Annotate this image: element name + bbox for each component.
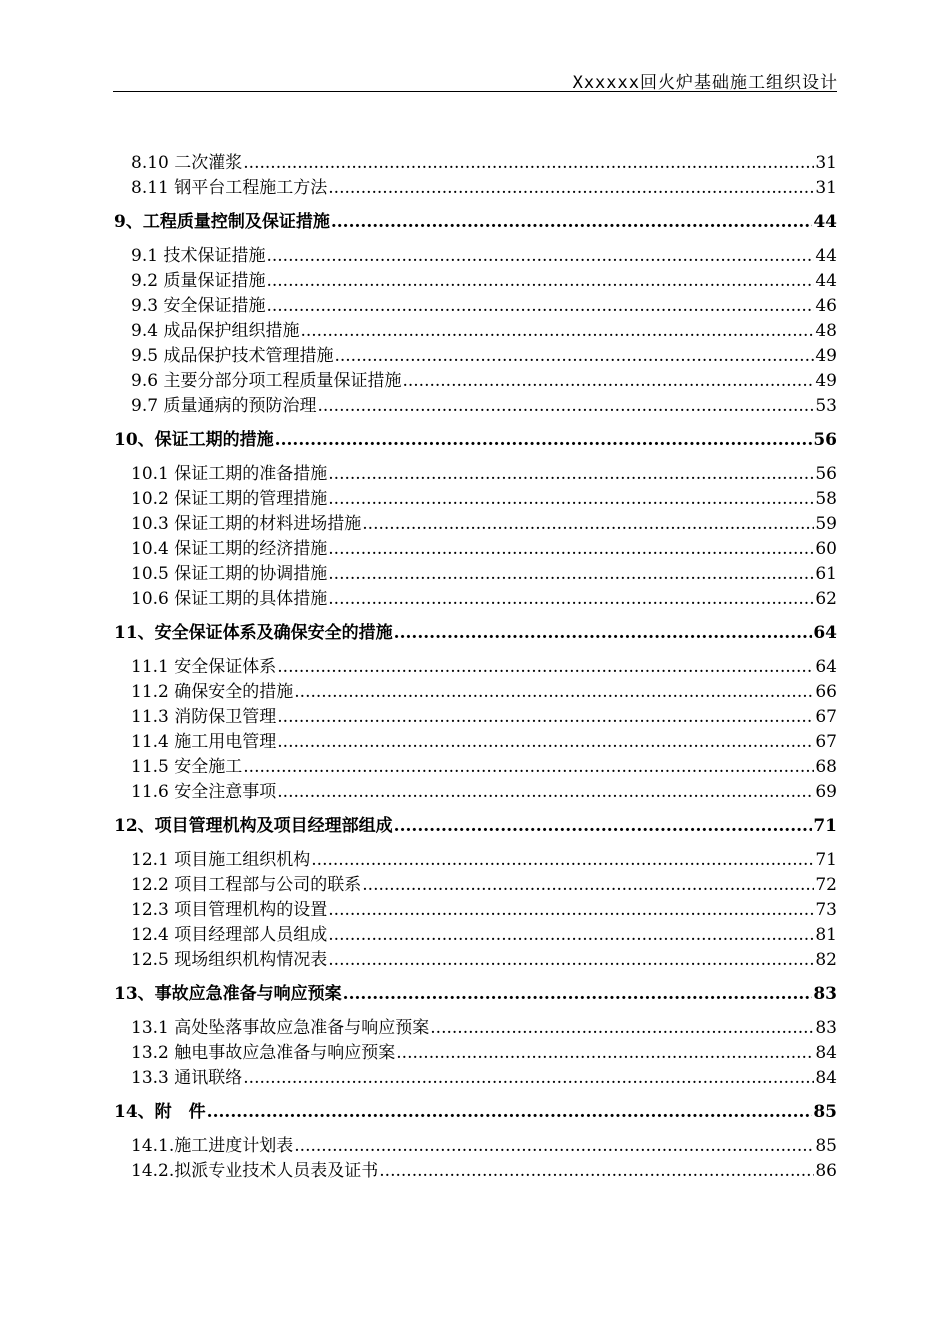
toc-dot-leader: [394, 623, 813, 643]
toc-dot-leader: [243, 757, 814, 777]
toc-section-entry[interactable]: [131, 652, 837, 677]
toc-entry-label: 10.2 保证工期的管理措施: [131, 489, 328, 509]
toc-page-number: 84: [815, 1043, 837, 1063]
toc-chapter-entry[interactable]: [114, 425, 837, 450]
toc-section-entry[interactable]: [131, 534, 837, 559]
toc-page-number: 71: [815, 850, 837, 870]
toc-entry-label: 14.2.拟派专业技术人员表及证书: [131, 1161, 379, 1181]
toc-section-entry[interactable]: [131, 1013, 837, 1038]
toc-dot-leader: [243, 1068, 814, 1088]
toc-page-number: 64: [815, 657, 837, 677]
toc-dot-leader: [328, 900, 814, 920]
toc-page-number: 53: [815, 396, 837, 416]
toc-page-number: 60: [815, 539, 837, 559]
toc-entry-label: 11、安全保证体系及确保安全的措施: [114, 623, 393, 643]
toc-section-entry[interactable]: [131, 677, 837, 702]
toc-dot-leader: [294, 682, 814, 702]
toc-page-number: 44: [815, 246, 837, 266]
toc-section-entry[interactable]: [131, 870, 837, 895]
toc-section-entry[interactable]: [131, 920, 837, 945]
toc-entry-label: 12.2 项目工程部与公司的联系: [131, 875, 362, 895]
toc-entry-label: 12.1 项目施工组织机构: [131, 850, 311, 870]
toc-section-entry[interactable]: [131, 316, 837, 341]
toc-chapter-entry[interactable]: [114, 207, 837, 232]
toc-entry-label: 9.4 成品保护组织措施: [131, 321, 300, 341]
toc-page-number: 44: [813, 212, 837, 232]
toc-section-entry[interactable]: [131, 1038, 837, 1063]
toc-section-entry[interactable]: [131, 727, 837, 752]
toc-entry-label: 9.7 质量通病的预防治理: [131, 396, 317, 416]
toc-page-number: 85: [815, 1136, 837, 1156]
toc-page-number: 73: [815, 900, 837, 920]
toc-entry-label: 13.2 触电事故应急准备与响应预案: [131, 1043, 396, 1063]
toc-dot-leader: [311, 850, 814, 870]
toc-dot-leader: [362, 875, 814, 895]
toc-section-entry[interactable]: [131, 1156, 837, 1181]
toc-dot-leader: [207, 1102, 813, 1122]
toc-chapter-entry[interactable]: [114, 811, 837, 836]
toc-section-entry[interactable]: [131, 391, 837, 416]
toc-dot-leader: [328, 464, 814, 484]
toc-dot-leader: [328, 950, 814, 970]
toc-chapter-entry[interactable]: [114, 618, 837, 643]
toc-dot-leader: [379, 1161, 814, 1181]
toc-page-number: 81: [815, 925, 837, 945]
toc-section-entry[interactable]: [131, 266, 837, 291]
toc-entry-label: 9、工程质量控制及保证措施: [114, 212, 330, 232]
toc-section-entry[interactable]: [131, 484, 837, 509]
toc-entry-label: 12、项目管理机构及项目经理部组成: [114, 816, 393, 836]
toc-section-entry[interactable]: [131, 148, 837, 173]
toc-page-number: 83: [815, 1018, 837, 1038]
toc-dot-leader: [328, 564, 814, 584]
toc-page-number: 44: [815, 271, 837, 291]
toc-page-number: 69: [815, 782, 837, 802]
toc-page-number: 56: [815, 464, 837, 484]
toc-page-number: 85: [813, 1102, 837, 1122]
toc-dot-leader: [243, 153, 814, 173]
toc-page-number: 72: [815, 875, 837, 895]
toc-dot-leader: [334, 346, 814, 366]
toc-dot-leader: [328, 589, 814, 609]
header-divider: [113, 91, 837, 92]
toc-entry-label: 12.5 现场组织机构情况表: [131, 950, 328, 970]
page-header-title: Xxxxxx回火炉基础施工组织设计: [572, 73, 838, 93]
toc-page-number: 56: [813, 430, 837, 450]
toc-chapter-entry[interactable]: [114, 1097, 837, 1122]
toc-dot-leader: [266, 271, 814, 291]
toc-section-entry[interactable]: [131, 895, 837, 920]
toc-dot-leader: [277, 782, 814, 802]
toc-entry-label: 8.10 二次灌浆: [131, 153, 243, 173]
toc-dot-leader: [396, 1043, 814, 1063]
toc-chapter-entry[interactable]: [114, 979, 837, 1004]
toc-entry-label: 9.2 质量保证措施: [131, 271, 266, 291]
toc-dot-leader: [328, 178, 814, 198]
toc-entry-label: 12.4 项目经理部人员组成: [131, 925, 328, 945]
toc-section-entry[interactable]: [131, 341, 837, 366]
toc-section-entry[interactable]: [131, 1063, 837, 1088]
toc-entry-label: 14.1.施工进度计划表: [131, 1136, 294, 1156]
toc-entry-label: 9.5 成品保护技术管理措施: [131, 346, 334, 366]
toc-page-number: 48: [815, 321, 837, 341]
toc-entry-label: 11.1 安全保证体系: [131, 657, 277, 677]
toc-entry-label: 8.11 钢平台工程施工方法: [131, 178, 328, 198]
toc-section-entry[interactable]: [131, 752, 837, 777]
toc-dot-leader: [277, 732, 814, 752]
toc-dot-leader: [394, 816, 813, 836]
toc-dot-leader: [402, 371, 814, 391]
toc-section-entry[interactable]: [131, 777, 837, 802]
toc-dot-leader: [331, 212, 813, 232]
toc-entry-label: 13.3 通讯联络: [131, 1068, 243, 1088]
toc-section-entry[interactable]: [131, 1131, 837, 1156]
toc-page-number: 84: [815, 1068, 837, 1088]
toc-dot-leader: [317, 396, 814, 416]
toc-page-number: 31: [815, 178, 837, 198]
toc-dot-leader: [430, 1018, 814, 1038]
toc-dot-leader: [343, 984, 813, 1004]
toc-page-number: 46: [815, 296, 837, 316]
toc-page-number: 61: [815, 564, 837, 584]
toc-entry-label: 10.3 保证工期的材料进场措施: [131, 514, 362, 534]
toc-entry-label: 11.4 施工用电管理: [131, 732, 277, 752]
toc-page-number: 86: [815, 1161, 837, 1181]
toc-page-number: 31: [815, 153, 837, 173]
toc-entry-label: 9.3 安全保证措施: [131, 296, 266, 316]
toc-dot-leader: [266, 296, 814, 316]
toc-entry-label: 14、附 件: [114, 1102, 206, 1122]
toc-section-entry[interactable]: [131, 845, 837, 870]
toc-page-number: 67: [815, 732, 837, 752]
toc-section-entry[interactable]: [131, 509, 837, 534]
toc-entry-label: 11.3 消防保卫管理: [131, 707, 277, 727]
toc-dot-leader: [362, 514, 814, 534]
toc-section-entry[interactable]: [131, 584, 837, 609]
toc-page-number: 49: [815, 371, 837, 391]
toc-page-number: 64: [813, 623, 837, 643]
toc-entry-label: 9.6 主要分部分项工程质量保证措施: [131, 371, 402, 391]
toc-section-entry[interactable]: [131, 559, 837, 584]
toc-page-number: 68: [815, 757, 837, 777]
toc-page-number: 62: [815, 589, 837, 609]
toc-section-entry[interactable]: [131, 366, 837, 391]
toc-dot-leader: [277, 657, 814, 677]
toc-entry-label: 10、保证工期的措施: [114, 430, 274, 450]
toc-entry-label: 13、事故应急准备与响应预案: [114, 984, 342, 1004]
toc-dot-leader: [266, 246, 814, 266]
toc-dot-leader: [300, 321, 814, 341]
toc-section-entry[interactable]: [131, 241, 837, 266]
toc-dot-leader: [328, 489, 814, 509]
toc-page-number: 67: [815, 707, 837, 727]
toc-entry-label: 12.3 项目管理机构的设置: [131, 900, 328, 920]
toc-section-entry[interactable]: [131, 291, 837, 316]
toc-entry-label: 10.5 保证工期的协调措施: [131, 564, 328, 584]
toc-page-number: 59: [815, 514, 837, 534]
toc-dot-leader: [277, 707, 814, 727]
toc-entry-label: 11.6 安全注意事项: [131, 782, 277, 802]
toc-page-number: 71: [813, 816, 837, 836]
toc-dot-leader: [328, 925, 814, 945]
toc-entry-label: 10.1 保证工期的准备措施: [131, 464, 328, 484]
toc-page-number: 66: [815, 682, 837, 702]
toc-section-entry[interactable]: [131, 702, 837, 727]
toc-page-number: 82: [815, 950, 837, 970]
toc-entry-label: 9.1 技术保证措施: [131, 246, 266, 266]
toc-dot-leader: [328, 539, 814, 559]
toc-page-number: 58: [815, 489, 837, 509]
toc-entry-label: 10.4 保证工期的经济措施: [131, 539, 328, 559]
toc-page-number: 83: [813, 984, 837, 1004]
toc-entry-label: 13.1 高处坠落事故应急准备与响应预案: [131, 1018, 430, 1038]
toc-entry-label: 10.6 保证工期的具体措施: [131, 589, 328, 609]
toc-section-entry[interactable]: [131, 945, 837, 970]
toc-dot-leader: [275, 430, 813, 450]
toc-section-entry[interactable]: [131, 459, 837, 484]
toc-page-number: 49: [815, 346, 837, 366]
toc-entry-label: 11.2 确保安全的措施: [131, 682, 294, 702]
toc-section-entry[interactable]: [131, 173, 837, 198]
toc-entry-label: 11.5 安全施工: [131, 757, 243, 777]
toc-dot-leader: [294, 1136, 814, 1156]
